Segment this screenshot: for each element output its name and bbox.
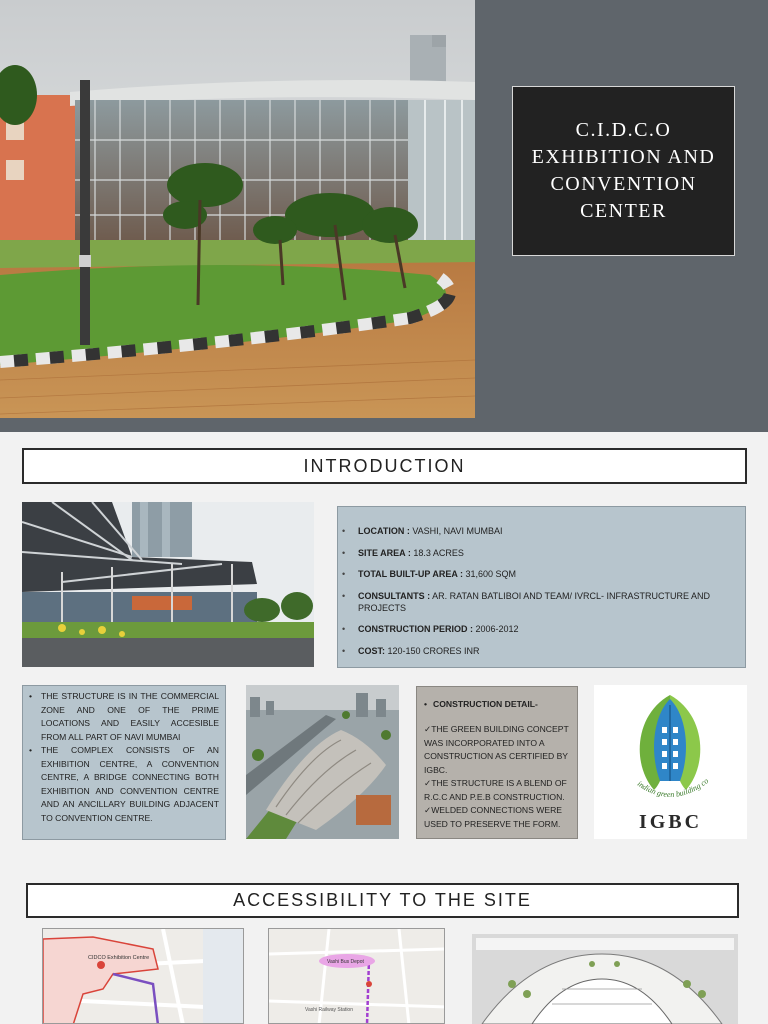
info-consultants: • CONSULTANTS : AR. RATAN BATLIBOI AND TEAM/ IVRCL- INFRASTRUCTURE AND PROJECTS: [342, 590, 711, 613]
construction-heading: • CONSTRUCTION DETAIL-: [424, 699, 538, 709]
location-map-1: [42, 928, 244, 1024]
info-cost: • COST: 120-150 CRORES INR: [342, 645, 480, 656]
aerial-photo: [246, 685, 399, 839]
introduction-header: [22, 448, 747, 484]
info-site-area: • SITE AREA : 18.3 ACRES: [342, 547, 464, 558]
description-point: • THE STRUCTURE IS IN THE COMMERCIAL ZONE AND ONE OF THE PRIME LOCATIONS AND EASILY ACCESIBLE FROM ALL PART OF NAVI MUMBAI: [29, 691, 219, 742]
svg-text:CIDCO Exhibition Centre: CIDCO Exhibition Centre: [88, 955, 150, 961]
igbc-arc-text: indian green building co: [635, 776, 711, 800]
hero-banner: [0, 0, 768, 432]
info-built-up-area: • TOTAL BUILT-UP AREA : 31,600 SQM: [342, 569, 517, 579]
construction-point: ✓THE STRUCTURE IS A BLEND OF R.C.C AND P.E.B CONSTRUCTION.: [424, 778, 567, 802]
construction-point: ✓WELDED CONNECTIONS WERE USED TO PRESERVE THE FORM.: [424, 805, 563, 829]
info-location: • LOCATION : VASHI, NAVI MUMBAI: [342, 526, 503, 536]
map-pin-icon: [97, 961, 105, 969]
introduction-heading: INTRODUCTION: [303, 455, 466, 476]
svg-text:Vashi Bus Depot: Vashi Bus Depot: [327, 959, 364, 965]
location-map-2: [268, 928, 445, 1024]
construction-detail-box: [416, 686, 578, 839]
svg-text:Vashi Railway Station: Vashi Railway Station: [305, 1007, 353, 1013]
site-plan-image: [472, 934, 738, 1024]
description-point: • THE COMPLEX CONSISTS OF AN EXHIBITION CENTRE, A CONVENTION CENTRE, A BRIDGE CONNECTING BOTH EXHIBITION AND CONVENTION CENTRE AND AN ANCILLARY BUILDING ADJACENT TO CONVENTION CENTRE.: [29, 745, 219, 823]
info-construction-period: • CONSTRUCTION PERIOD : 2006-2012: [342, 624, 519, 634]
igbc-leaf-icon: [594, 685, 747, 810]
site-info-box: [337, 506, 746, 668]
accessibility-heading: ACCESSIBILITY TO THE SITE: [233, 890, 532, 910]
construction-point: ✓THE GREEN BUILDING CONCEPT WAS INCORPORATED INTO A CONSTRUCTION AS CERTIFIED BY IGBC.: [424, 724, 569, 775]
description-box: [22, 685, 226, 840]
building-exterior-photo: [0, 0, 475, 418]
igbc-wordmark: IGBC: [638, 811, 703, 833]
site-info-list: [342, 525, 725, 657]
map-pin-icon: [366, 981, 372, 987]
page-title: C.I.D.C.O EXHIBITION AND CONVENTION CENTER: [531, 119, 716, 222]
igbc-logo: [594, 685, 747, 839]
accessibility-header: [26, 883, 739, 918]
title-box: [512, 86, 735, 256]
canopy-photo: [22, 502, 314, 667]
